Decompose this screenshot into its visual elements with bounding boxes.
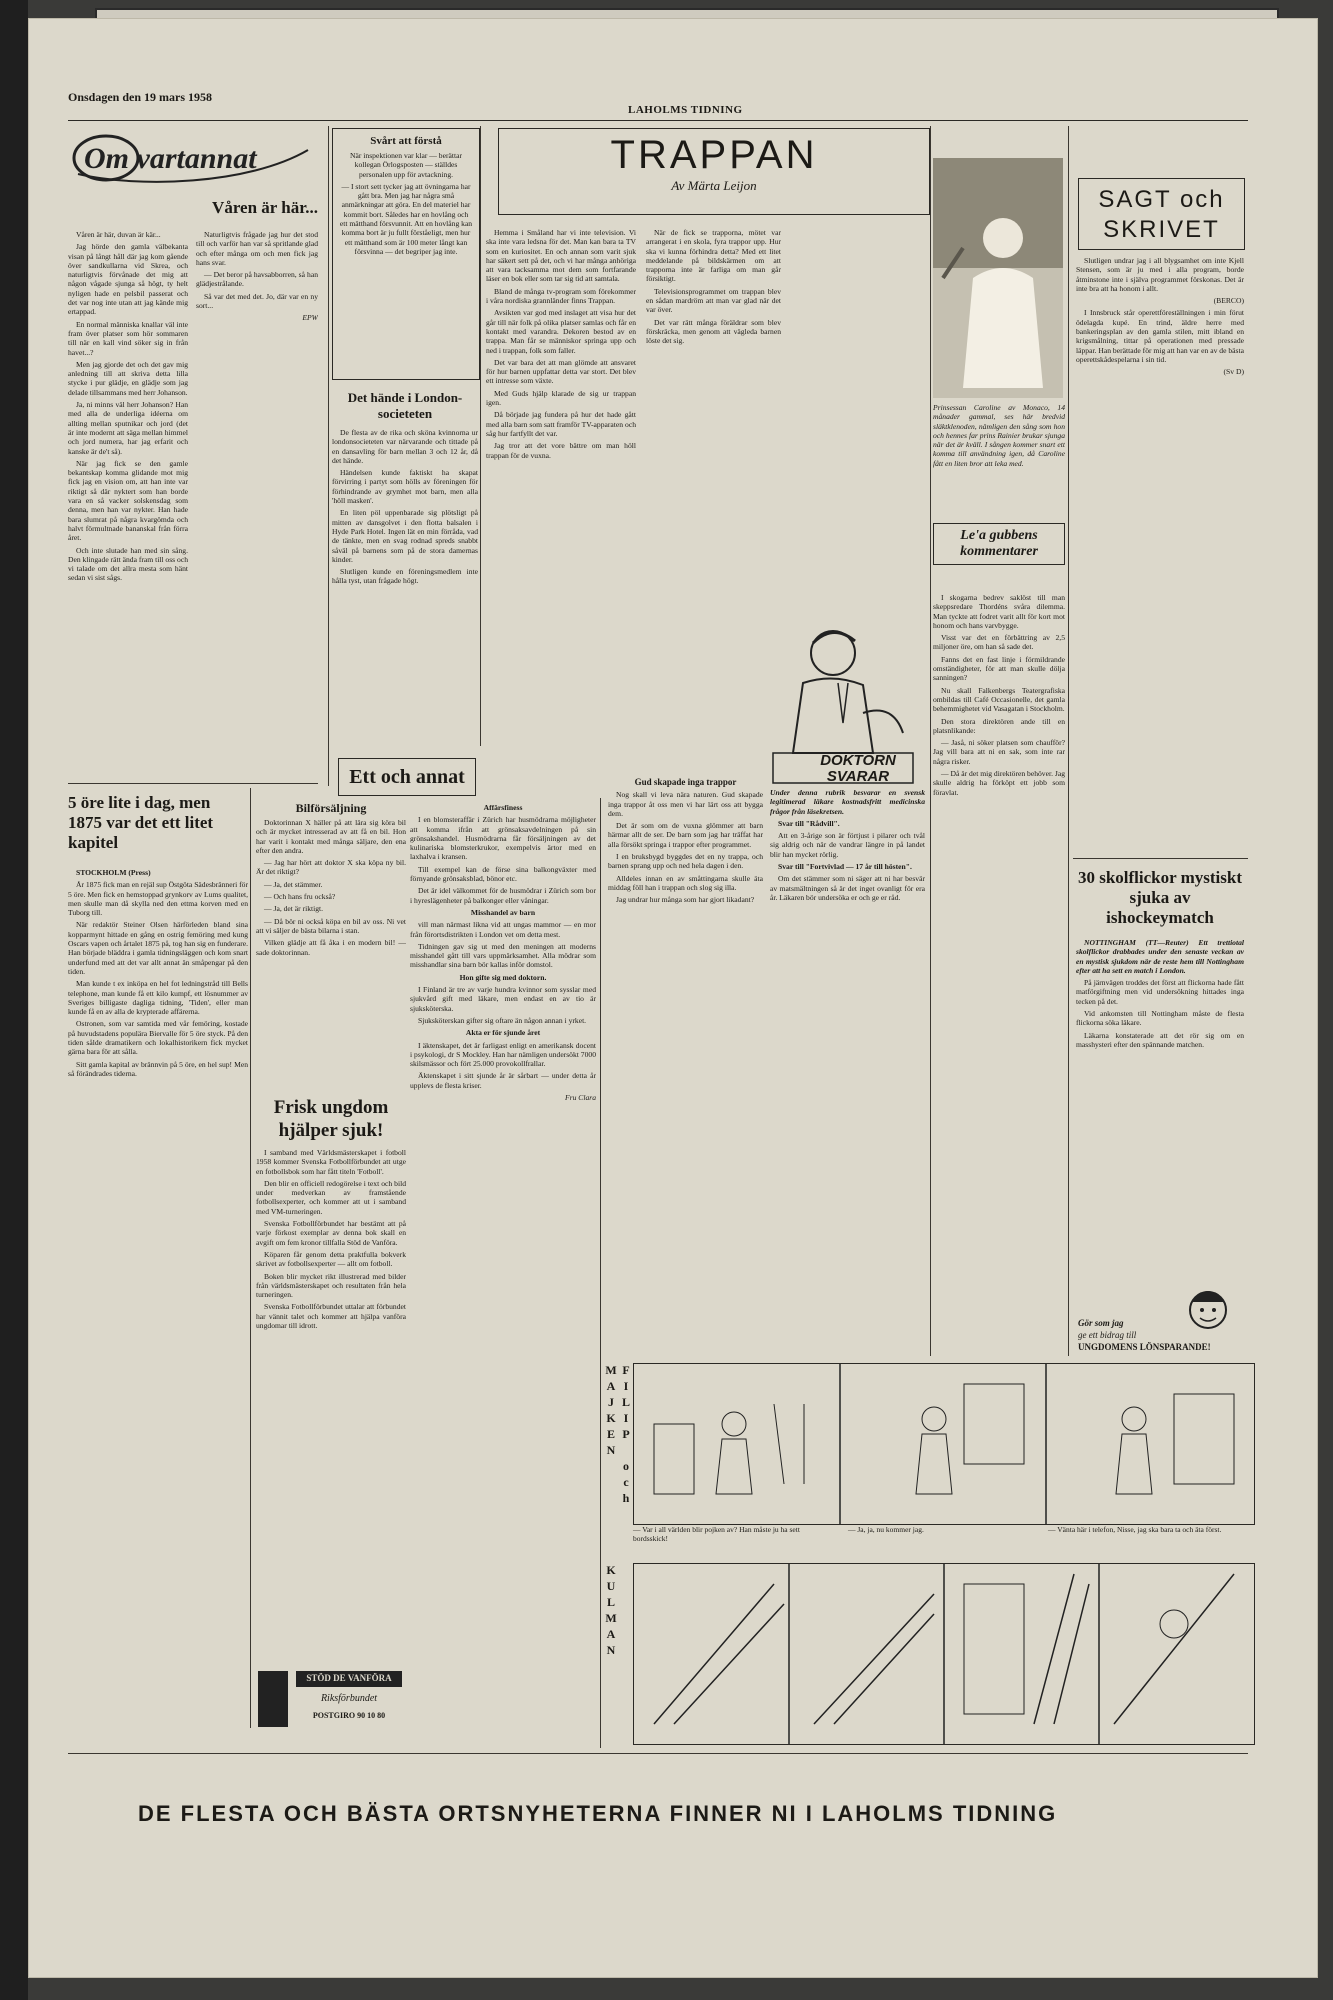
col-divider (250, 788, 251, 1728)
frisk-paragraph: Köparen får genom detta praktfulla bokverk skrivet av fotbollsexperter — allt om fotboll. (256, 1249, 406, 1269)
doktorn-q1-head: Svar till "Rådvill". (778, 818, 840, 828)
svart-paragraph: När inspektionen var klar — berättar kollegan Örlogsposten — ställdes personalen upp för avtackning. (350, 151, 462, 179)
annat-subhead: Akta er för sjunde året (465, 1028, 541, 1038)
sagt-box (1078, 178, 1245, 250)
ore-article-paragraph: Man kunde t ex inköpa en hel fot ledningstråd till Bells telephone, man kunde få ett kilo kumpf, ett lösnummer av Sveriges billigaste dagliga tidning, 'Tiden', eller man kunde få en av alla de krypterade affärerna. (68, 979, 248, 1017)
bilfors-paragraph: Doktorinnan X häller på att lära sig köra bil och är mycket intresserad av att få en bil. Hon har varit i kontakt med många säljare, den ena efter den andra. (256, 818, 406, 855)
doktorn-intro: Under denna rubrik besvarar en svensk legitimerad läkare kostnadsfritt medicinska frågor från läsekretsen. (770, 788, 925, 816)
boy-face-icon (1178, 1280, 1238, 1340)
lonsparande-ad (1078, 1280, 1246, 1355)
svart-text (339, 151, 473, 371)
col-divider (600, 798, 601, 1748)
col1-text-a (68, 230, 188, 770)
skolflickor-paragraph: På järnvägen troddes det först att flickorna hade fått matförgiftning men vid undersökning hittades inga tecken på det. (1076, 978, 1244, 1006)
annat-title: Ett och annat (349, 766, 465, 788)
annat-paragraph: vill man närmast likna vid att ungas mammor — en mor från förortsdistrikten i London vet om detta mest. (410, 920, 596, 939)
ore-article-paragraph: När redaktör Steiner Olsen härförleden bland sina kopparmynt hittade en gång en ostrig femöring med kung Oscars vapen och årtalet 1875 på, tog han sig en funderare. Han började bläddra i gamla tidningsläggen och kom snart underfund med att det var allt annat än småpengar på den tiden. (68, 920, 248, 976)
frisk-paragraph: Svenska Fotbollförbundet uttalar att förbundet har vännit talet och kommer att hjälpa vanföra ungdomar till idrott. (256, 1302, 406, 1331)
skolflickor-title: 30 skolflickor mystiskt sjuka av ishockeymatch (1077, 868, 1243, 927)
col1-paragraph: Men jag gjorde det och det gav mig anledning till att skriva detta lilla stycke i pur glädje, en glädje som jag delade tillsammans med herr Johanson. (68, 359, 188, 397)
vanfora-ad-name: STÖD DE VANFÖRA (306, 1673, 392, 1683)
trappan-paragraph: Jag undrar hur många som har gjort likadant? (616, 895, 755, 905)
comic1-caption: — Ja, ja, nu kommer jag. (848, 1525, 924, 1534)
trappan-paragraph: Det är som om de vuxna glömmer att barn härmar allt de ser. De barn som jag har träffat har alla försökt springa i trappor efter programmet. (608, 821, 763, 849)
ore-article-text (68, 868, 248, 1728)
london-paragraph: Händelsen kunde faktiskt ha skapat förvirring i partyt som hölls av föreningen för förhindrande av grymhet mot barn, men alla 'höll masken'. (332, 468, 478, 506)
london-paragraph: De flesta av de rika och sköna kvinnorna ur londonsocieteten var närvarande och tittade på en dansavling för barn mellan 3 och 12 år, då det hände. (332, 428, 478, 465)
footer-slogan: DE FLESTA OCH BÄSTA ORTSNYHETERNA FINNER NI I LAHOLMS TIDNING (138, 1801, 1058, 1826)
bilfors-paragraph: — Ja, det är riktigt. (264, 904, 324, 914)
col1-paragraph: När jag fick se den gamle bekantskap komma glidande mot mig fick jag en vision om, att han inte var riktigt så där nyktert som han borde vara en så vacker solskensdag som denna, men han var nykter. Han hade bara slumrat på några kvargömda och halvt förmultnade bananskal från förra året. (68, 458, 188, 543)
ore-article-dateline: STOCKHOLM (Press) (76, 868, 151, 877)
column-logo-graphic (68, 130, 318, 190)
vanfora-ad-sub: Riksförbundet (320, 1693, 378, 1704)
vanfora-ad-giro: POSTGIRO 90 10 80 (312, 1711, 386, 1720)
newspaper-page (28, 18, 1318, 1978)
london-text (332, 428, 478, 773)
annat-paragraph: I en blomsteraffär i Zürich har husmödrarna möjligheter att komma ifrån att grönsaksavdelningen på sin grönsakshandel. Husmödrarna får försäljningen av det kulinariska blomsterkrukor, exempelvis ärtor med en laxhalva i kransen. (410, 815, 596, 862)
frisk-paragraph: Boken blir mycket rikt illustrerad med bilder från världsmästerskapet och resultaten från hela turneringen. (256, 1271, 406, 1300)
column-logo (68, 130, 318, 190)
london-paragraph: Slutligen kunde en föreningsmedlem inte hålla tyst, utan frågade högt. (332, 567, 478, 586)
frisk-paragraph: Den blir en officiell redogörelse i text och bild under medverkan av framstående fotbollsexperter, och kommer att ut i samband med VM-turneringen. (256, 1178, 406, 1216)
col1-paragraph: Och inte slutade han med sin sång. Den klingade rätt ända fram till oss och vi talade om det allra mesta som hänt sedan vi sist sågs. (68, 545, 188, 583)
sagt-paragraph: I Innsbruck står operettföreställningen i min förut ödelagda kupé. En trind, äldre herre med bankeringsplan av den gamla stilen, mitt ibland en krigsmålning, tittar på operationen med pressade läppar. Han berättade för mig att han var en av de bästa operettskådespelarna i sin tid. (1076, 308, 1244, 364)
col1-paragraph: Våren är här, duvan är kär... (76, 230, 161, 239)
trappan-box (498, 128, 930, 215)
kommentarer-title: Le'a gubbens kommentarer (933, 523, 1065, 565)
kommentarer-paragraph: Nu skall Falkenbergs Teatergrafiska ombildas till Café Occasionelle, det gamla behemmighetet vid Vasagatan i Stockholm. (933, 685, 1065, 714)
col1-paragraph: Naturligtvis frågade jag hur det stod till och varför han var så spritlande glad och efter många om och men fick jag hans svar. (196, 230, 318, 267)
comic1-title: FILIP och MAJKEN (604, 1363, 633, 1507)
trappan-paragraph: Jag tror att det vore bättre om man höll trappan för de vuxna. (486, 441, 636, 460)
col1-paragraph: Ja, ni minns väl herr Johanson? Han med alla de underliga idéerna om allting mellan sputnikar och jord (det är inte modernt att säga mellan himmel och jord numera, har jag erfarit och kanske är de't så). (68, 400, 188, 456)
kommentarer-paragraph: Den stora direktören ande till en platsnlikande: (933, 716, 1065, 735)
vanfora-ad (256, 1663, 406, 1733)
col1-title: Våren är här... (212, 198, 318, 217)
frisk-text (256, 1148, 406, 1618)
lonsparande-line3: UNGDOMENS LÖNSPARANDE! (1078, 1342, 1211, 1352)
col1-paragraph: En normal människa knallar väl inte fram över platser som hör sommaren till när en kall vind söker sig in från havet...? (68, 319, 188, 357)
bilfors-title: Bilförsäljning (295, 801, 367, 815)
trappan-paragraph: Det var bara det att man glömde att ansvaret för hur barnen uppfattar detta var stort. Det blev ett intresse som växte. (486, 357, 636, 386)
trappan-text-b (608, 778, 763, 1358)
svart-title: Svårt att förstå (370, 135, 442, 147)
doktorn-title: DOKTORN SVARAR (820, 752, 896, 785)
skolflickor-text (1076, 938, 1244, 1268)
annat-paragraph: Sjuksköterskan gifter sig oftare än någon annan i yrket. (418, 1015, 587, 1025)
kommentarer-text (933, 593, 1065, 1353)
col1-paragraph: Jag hörde den gamla välbekanta visan på långt håll där jag kom gående över sandkullarna vid Skrea, och naturligtvis förvånade det mig att någon vågade sjunga så högt, ty helt nyligen hade en pelsbil passerat och det var nog inte utan att jag kände mig ertappad. (68, 242, 188, 317)
annat-paragraph: Till exempel kan de förse sina balkongväxter med förnyande grönsaksblad, bönor etc. (410, 864, 596, 884)
sagt-paragraph: Slutligen undrar jag i all blygsamhet om inte Kjell Stensen, som är ju med i alla program, borde åtminstone inte i själva programmet förskonas. Det är inte bra att ha honom i allt. (1076, 256, 1244, 293)
lonsparande-line2: ge ett bidrag till (1078, 1330, 1137, 1340)
doktorn-q2-head: Svar till "Fortvivlad — 17 år till hösten". (778, 862, 912, 872)
footer-rule (68, 1753, 1248, 1754)
frisk-paragraph: I samband med Världsmästerskapet i fotboll 1958 kommer Svenska Fotbollförbundet att utge en fotbollsbok som har fått titeln 'Fotboll'. (256, 1148, 406, 1176)
doktorn-text (770, 788, 925, 1358)
london-paragraph: En liten pöl uppenbarade sig plötsligt på mitten av dansgolvet i den flotta balsalen i Hyde Park Hotel. Ingen lät en min förråda, vad de tänkte, men en svag rodnad spreds snabbt såväl på barnens som på de stora damernas kinder. (332, 508, 478, 564)
annat-text (410, 803, 596, 1748)
col1-paragraph: — Det beror på havsabborren, så han glädjestrålande. (196, 270, 318, 289)
annat-box (338, 758, 476, 796)
annat-paragraph: I Finland är tre av varje hundra kvinnor som sysslar med sjukvård gift med läkare, men endast en av tio är sjuksköterska. (410, 985, 596, 1013)
kommentarer-paragraph: — Då är det mig direktören behöver. Jag skulle aldrig ha förköpt ett jobb som föravlat. (933, 769, 1065, 797)
ore-article-paragraph: År 1875 fick man en rejäl sup Östgöta Sädesbränneri för 5 öre. Men fick en hemstoppad grynkorv av Lums qualitet, men skulle man då skylla ned den ettma korven med en Tuborg till. (68, 880, 248, 918)
photo-image (933, 158, 1063, 398)
trappan-paragraph: Nog skall vi leva nära naturen. Gud skapade inga trappor åt oss men vi har lärt oss att bygga dem. (608, 790, 763, 818)
trappan-paragraph: Med Guds hjälp klarade de sig ur trappan igen. (486, 388, 636, 408)
trappan-paragraph: Då började jag fundera på hur det hade gått med alla barn som satt framför TV-apparaten och såg hur fartfyllt det var. (486, 410, 636, 438)
skolflickor-paragraph: Läkarna konstaterade att det rör sig om en masshysteri efter den spännande matchen. (1076, 1030, 1244, 1049)
doktorn-q2: Om det stämmer som ni säger att ni har besvär av matsmältningen så är det inget ovanligt för era år. Läkaren bör undersöka er och ge er råd. (770, 874, 925, 902)
bilfors-paragraph: — Och hans fru också? (264, 892, 336, 902)
col-divider (480, 126, 481, 746)
svart-paragraph: — I stort sett tycker jag att övningarna har gått bra. Men jag har några små anmärkningar att göra. En del materiel har kommit bort. Således har en hovlång och ett mätthand försvunnit. Att en hovlång kan komma bort är ju fullt förståeligt, men hur ett mätthand som är 100 meter långt kan försvinna — det begriper jag inte. (339, 181, 473, 256)
ore-article-paragraph: Ostronen, som var samtida med vår femöring, kostade på huvudstadens populära Biervalle för 5 öre styck. På den tiden sålde dramatikern och lokalhistorikern fick mycket gärna bara för att sålla. (68, 1019, 248, 1057)
sagt-text (1076, 256, 1244, 841)
column-logo-text: Om vartannat (84, 142, 257, 175)
trappan-paragraph: Bland de många tv-program som förekommer i våra nordiska grannländer finns Trappan. (486, 286, 636, 306)
col1-text-b (196, 230, 318, 770)
skolflickor-intro: NOTTINGHAM (TT—Reuter) Ett trettiotal skolflickor drabbades under den senaste veckan av en mystisk sjukdom när de reste hem till Nottingham efter att ha sett en match i London. (1076, 938, 1244, 975)
trappan-title: TRAPPAN (610, 133, 818, 177)
annat-signature: Fru Clara (564, 1093, 596, 1103)
ore-article-title: 5 öre lite i dag, men 1875 var det ett litet kapitel (68, 793, 214, 852)
ore-article-paragraph: Sitt gamla kapital av brännvin på 5 öre, en hel sup! Men så förändrades tiderna. (68, 1059, 248, 1078)
trappan-subhead: Gud skapade inga trappor (634, 778, 737, 787)
london-title: Det hände i London-societeten (347, 390, 463, 421)
kommentarer-paragraph: Visst var det en förbättring av 2,5 miljoner öre, om han så sade det. (933, 633, 1065, 652)
annat-subhead: Misshandel av barn (470, 907, 536, 917)
col-divider (930, 126, 931, 1356)
sagt-title: SAGT och SKRIVET (1098, 186, 1225, 243)
bilfors-paragraph: — Då bör ni också köpa en bil av oss. Ni vet att vi säljer de bästa bilarna i stan. (256, 916, 406, 935)
trappan-text-a (486, 228, 636, 783)
frisk-paragraph: Svenska Fotbollförbundet har bestämt att på varje förkost exemplar av denna bok skall en avgift om fem kronor tillfalla Stöd de Vanföra. (256, 1219, 406, 1247)
col1-paragraph: Så var det med det. Jo, där var en ny sort... (196, 291, 318, 311)
annat-subhead: Hon gifte sig med doktorn. (459, 972, 547, 982)
comic1-caption: — Var i all världen blir pojken av? Han måste ju ha sett bordsskick! (633, 1525, 800, 1543)
bilfors-text (256, 818, 406, 1088)
bilfors-paragraph: Vilken glädje att få åka i en modern bil! — sade doktorinnan. (256, 938, 406, 957)
princess-photo (933, 158, 1063, 398)
col1-divider (68, 783, 318, 784)
trappan-paragraph: Avsikten var god med inslaget att visa hur det går till när folk på olika platser samlas och får en kontakt med varandra. Dekoren bestod av en trappa. Man får se människor springa upp och ned i trappan, folk som faller. (486, 308, 636, 355)
trappan-text-c (646, 228, 781, 598)
col-divider (1068, 126, 1069, 1356)
bilfors-paragraph: — Ja, det stämmer. (264, 879, 323, 889)
trappan-author: Av Märta Leijon (671, 178, 757, 193)
comic2-panels (634, 1564, 1254, 1744)
annat-paragraph: I äktenskapet, det är farligast enligt en amerikansk docent i psykologi, dr S Mockley. Han har nämligen undersökt 7000 skilsmässor och fört 25.000 provokollfrallar. (410, 1040, 596, 1069)
kommentarer-paragraph: — Jaså, ni söker platsen som chaufför? Jag vill bara att ni en sak, som inte rar några risker. (933, 738, 1065, 766)
doktorn-q1: Att en 3-årige son är förtjust i pilarer och tvål sig aldrig och när de vandrar längre in på landet blir han mycket rörlig. (770, 831, 925, 859)
kommentarer-title-box (933, 523, 1065, 565)
annat-paragraph: Det är idel välkommet för de husmödrar i Zürich som bor i hyreslägenheter på balkonger eller våningar. (410, 886, 596, 905)
photo-caption-text: Prinsessan Caroline av Monaco, 14 månader gammal, ses här bredvid släktklenoden, nämligen den sång som hon och hennes far prins Rainier brukar sjunga när det är kväll. I sången kommer snart ett komma till användning igen, då Caroline fått en liten bror att leka med. (933, 403, 1065, 468)
header-rule (68, 120, 1248, 121)
kommentarer-paragraph: Fanns det en fast linje i förmildrande omständigheter, för att man skulle dölja sanningen? (933, 654, 1065, 683)
comic2-title: KULMAN (604, 1563, 618, 1659)
comic1-title-vertical (603, 1363, 633, 1543)
comic1-caption: — Vänta här i telefon, Nisse, jag ska bara ta och äta först. (1048, 1525, 1222, 1534)
annat-paragraph: Tidningen gav sig ut med den meningen att moderns misshandel gått till vars uppmärksamhet. Alla mödrar som misshandlar sina barn bör kallas inför domstol. (410, 941, 596, 970)
comic2-title-vertical (603, 1563, 633, 1743)
trappan-paragraph: Alldeles innan en av småttingarna skulle äta middag föll han i trappan och slog sig illa. (608, 873, 763, 892)
svart-box (332, 128, 480, 380)
scan-edge (0, 0, 28, 2000)
sagt-source: (Sv D) (1223, 367, 1244, 377)
annat-subhead: Affärsfiness (483, 803, 523, 812)
col1-signature: EPW (302, 313, 318, 323)
annat-paragraph: Äktenskapet i sitt sjunde år är sårbart — under detta år upplevs de flesta kriser. (410, 1071, 596, 1090)
issue-date: Onsdagen den 19 mars 1958 (68, 90, 213, 104)
trappan-paragraph: Det var rätt många föräldrar som blev förskräcka, men genom att vägleda barnen löste det sig. (646, 317, 781, 346)
trappan-paragraph: Televisionsprogrammet om trappan blev en sådan mardröm att man var glad när det var över. (646, 286, 781, 315)
frisk-title: Frisk ungdom hjälper sjuk! (273, 1097, 389, 1141)
trappan-paragraph: I en bruksbygd byggdes det en ny trappa, och barnen sprang upp och ned hela dagen i den. (608, 852, 763, 871)
kommentarer-paragraph: I skogarna bedrev saklöst till man skeppsredare Thordéns svåra dilemma. Man tyckte att fodret varit allt för kort mot honom och hans varvbygge. (933, 593, 1065, 630)
comic2-strip (633, 1563, 1255, 1745)
comic1-panels (634, 1364, 1254, 1524)
col-divider (328, 126, 329, 786)
newspaper-name: LAHOLMS TIDNING (628, 104, 743, 116)
trappan-paragraph: När de fick se trapporna, mötet var arrangerat i en skola, fyra trappor upp. Hur ska vi kunna förhindra detta? Med ett litet meddelande på bildskärmen om att trapporna inte är farliga om man går försiktigt. (646, 228, 781, 284)
sagt-source: (BERCO) (1213, 296, 1244, 306)
sagt-divider (1073, 858, 1248, 859)
comic1-strip (633, 1363, 1255, 1525)
trappan-paragraph: Hemma i Småland har vi inte television. Vi ska inte vara ledsna för det. Man kan bara ta TV som en kuriositet. En och annan som varit sjuk har säkert sett på det, och vi har många anhöriga att vara tacksamma mot dem som fortfarande läser en bok eller som tar sig tid att samtala. (486, 228, 636, 284)
skolflickor-paragraph: Vid ankomsten till Nottingham måste de flesta flickorna söka läkare. (1076, 1009, 1244, 1028)
lonsparande-line1: Gör som jag (1078, 1318, 1124, 1328)
bilfors-paragraph: — Jag har hört att doktor X ska köpa ny bil. Är det riktigt? (256, 858, 406, 877)
photo-caption (933, 403, 1065, 513)
